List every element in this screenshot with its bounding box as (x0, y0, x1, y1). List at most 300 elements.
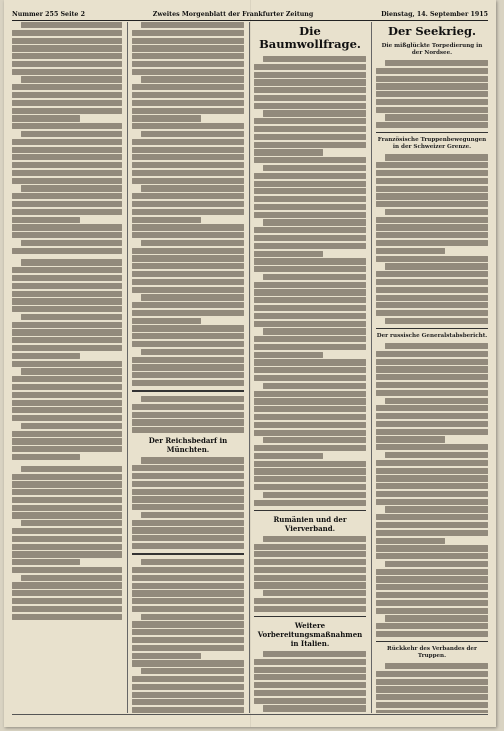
text-line (132, 504, 244, 510)
text-line (254, 551, 366, 557)
text-line (12, 590, 122, 596)
text-line (254, 196, 366, 202)
text-line (132, 598, 244, 604)
text-line (254, 544, 366, 550)
text-line (12, 322, 122, 328)
text-line (132, 372, 244, 378)
text-line (254, 375, 366, 381)
text-line (254, 500, 366, 506)
text-line (132, 170, 244, 176)
text-line (376, 351, 488, 357)
text-line (12, 582, 122, 588)
text-line (254, 282, 366, 288)
column-rule (371, 22, 372, 713)
text-line (141, 76, 244, 82)
text-line (254, 674, 366, 680)
text-line (21, 259, 122, 265)
section-rule (376, 328, 488, 329)
text-line (376, 569, 488, 575)
text-line (376, 217, 488, 223)
text-line (254, 95, 366, 101)
section-rule (254, 616, 366, 617)
text-line (376, 91, 488, 97)
text-line (376, 553, 488, 559)
text-line (132, 606, 244, 612)
text-line (12, 559, 80, 565)
text-line (376, 287, 488, 293)
text-line (12, 53, 122, 59)
text-line (132, 154, 244, 160)
section-heading: Die mißglückte Torpedierung in der Nordsee. (381, 43, 483, 56)
text-line (141, 457, 244, 463)
text-line (132, 621, 244, 627)
header-masthead: Zweites Morgenblatt der Frankfurter Zeitung (152, 11, 314, 18)
newspaper-page (4, 0, 496, 727)
text-line (21, 575, 122, 581)
text-line (254, 344, 366, 350)
text-line (263, 536, 366, 542)
text-line (376, 460, 488, 466)
text-line (254, 118, 366, 124)
text-line (254, 251, 323, 257)
text-line (385, 318, 488, 324)
text-line (132, 333, 244, 339)
text-line (254, 468, 366, 474)
text-line (376, 405, 488, 411)
text-line (12, 298, 122, 304)
text-line (12, 283, 122, 289)
page-footer-rule (12, 714, 488, 723)
text-line (254, 414, 366, 420)
text-line (12, 123, 122, 129)
text-line (376, 302, 488, 308)
text-line (376, 271, 488, 277)
text-line (141, 512, 244, 518)
text-line (254, 484, 366, 490)
text-line (141, 349, 244, 355)
text-line (132, 84, 244, 90)
column-2 (132, 22, 244, 713)
text-line (376, 256, 488, 262)
text-line (12, 193, 122, 199)
text-line (376, 248, 445, 254)
text-line (385, 154, 488, 160)
section-heading: Der russische Generalstabsbericht. (376, 333, 488, 340)
text-line (132, 419, 244, 425)
text-line (376, 421, 488, 427)
section-rule (376, 132, 488, 133)
text-line (12, 407, 122, 413)
text-line (376, 76, 488, 82)
text-line (254, 134, 366, 140)
text-line (12, 567, 122, 573)
text-line (385, 398, 488, 404)
text-line (132, 341, 244, 347)
text-line (12, 139, 122, 145)
text-line (376, 686, 488, 692)
text-line (12, 438, 122, 444)
text-line (263, 56, 366, 62)
text-line (141, 240, 244, 246)
header-date: Dienstag, 14. September 1915 (381, 11, 488, 18)
text-line (141, 22, 244, 28)
text-line (12, 431, 122, 437)
text-line (254, 391, 366, 397)
text-line (376, 390, 488, 396)
text-line (254, 72, 366, 78)
text-line (132, 489, 244, 495)
text-line (132, 248, 244, 254)
text-line (376, 99, 488, 105)
text-line (141, 559, 244, 565)
text-line (132, 325, 244, 331)
text-line (132, 629, 244, 635)
text-line (254, 559, 366, 565)
text-line (376, 514, 488, 520)
text-line (141, 294, 244, 300)
text-line (376, 201, 488, 207)
text-line (132, 684, 244, 690)
text-line (376, 608, 488, 614)
text-line (376, 522, 488, 528)
text-line (254, 476, 366, 482)
text-line (254, 157, 366, 163)
text-line (12, 201, 122, 207)
text-line (132, 279, 244, 285)
article-headline: Der Seekrieg. (387, 24, 477, 38)
text-line (21, 423, 122, 429)
text-line (132, 224, 244, 230)
text-line (21, 466, 122, 472)
text-line (376, 491, 488, 497)
text-line (376, 530, 488, 536)
text-line (254, 305, 366, 311)
text-line (132, 520, 244, 526)
text-line (254, 321, 366, 327)
text-line (12, 446, 122, 452)
text-line (254, 367, 366, 373)
text-line (376, 671, 488, 677)
text-line (254, 235, 366, 241)
text-line (376, 631, 488, 637)
text-line (254, 173, 366, 179)
text-line (254, 659, 366, 665)
text-line (132, 30, 244, 36)
text-line (132, 707, 244, 713)
text-line (254, 297, 366, 303)
text-line (132, 302, 244, 308)
text-line (132, 575, 244, 581)
text-line (12, 232, 122, 238)
text-line (132, 162, 244, 168)
text-line (12, 505, 122, 511)
text-line (254, 258, 366, 264)
text-line (254, 667, 366, 673)
text-line (254, 336, 366, 342)
text-line (376, 107, 488, 113)
text-line (376, 584, 488, 590)
text-line (254, 690, 366, 696)
text-line (263, 274, 366, 280)
text-line (12, 536, 122, 542)
text-line (12, 454, 80, 460)
text-line (376, 279, 488, 285)
text-line (12, 178, 122, 184)
text-line (376, 444, 488, 450)
text-line (132, 201, 244, 207)
section-heading: Der Reichsbedarf in Münchten. (148, 436, 228, 455)
text-line (21, 185, 122, 191)
text-line (132, 412, 244, 418)
text-line (376, 468, 488, 474)
text-line (263, 590, 366, 596)
text-line (132, 653, 201, 659)
text-line (132, 364, 244, 370)
text-line (132, 45, 244, 51)
text-line (254, 575, 366, 581)
text-line (376, 499, 488, 505)
text-line (254, 430, 366, 436)
text-line (132, 263, 244, 269)
text-line (263, 705, 366, 711)
text-line (132, 310, 244, 316)
text-line (376, 702, 488, 708)
text-line (263, 219, 366, 225)
text-line (376, 545, 488, 551)
text-line (12, 108, 122, 114)
text-line (132, 69, 244, 75)
text-line (132, 232, 244, 238)
text-line (254, 682, 366, 688)
text-line (132, 590, 244, 596)
text-line (376, 694, 488, 700)
text-line (132, 645, 244, 651)
text-line (263, 492, 366, 498)
text-line (21, 520, 122, 526)
text-line (132, 481, 244, 487)
text-line (141, 614, 244, 620)
text-line (132, 527, 244, 533)
section-heading: Rückkehr des Verbandes der Truppen. (387, 646, 477, 660)
text-line (141, 131, 244, 137)
text-line (254, 204, 366, 210)
text-line (254, 79, 366, 85)
text-line (132, 108, 244, 114)
text-line (132, 287, 244, 293)
text-line (254, 266, 366, 272)
text-line (12, 415, 122, 421)
text-line (376, 576, 488, 582)
text-line (376, 710, 488, 713)
text-line (376, 232, 488, 238)
text-line (385, 114, 488, 120)
text-line (385, 452, 488, 458)
text-line (12, 147, 122, 153)
text-line (254, 445, 366, 451)
text-line (132, 567, 244, 573)
column-rule (127, 22, 128, 713)
text-line (254, 461, 366, 467)
text-line (385, 615, 488, 621)
text-line (254, 398, 366, 404)
text-line (254, 352, 323, 358)
text-line (132, 178, 244, 184)
text-line (254, 313, 366, 319)
text-line (12, 38, 122, 44)
text-line (254, 698, 366, 704)
text-line (141, 668, 244, 674)
text-line (141, 396, 244, 402)
text-line (12, 329, 122, 335)
text-line (12, 92, 122, 98)
text-line (254, 289, 366, 295)
text-line (376, 623, 488, 629)
text-line (132, 209, 244, 215)
section-heading: Weitere Vorbereitungsmaßnahmen in Italien. (257, 620, 363, 648)
text-line (254, 149, 323, 155)
text-line (12, 392, 122, 398)
text-line (12, 400, 122, 406)
section-rule (132, 390, 244, 392)
text-line (263, 383, 366, 389)
column-4 (376, 22, 488, 713)
text-line (12, 384, 122, 390)
text-line (376, 122, 488, 128)
text-line (12, 224, 122, 230)
text-line (254, 598, 366, 604)
text-line (254, 422, 366, 428)
text-line (376, 295, 488, 301)
text-line (12, 209, 122, 215)
text-line (376, 224, 488, 230)
text-line (376, 359, 488, 365)
text-line (141, 185, 244, 191)
text-line (376, 382, 488, 388)
text-line (132, 637, 244, 643)
text-line (132, 676, 244, 682)
text-line (12, 376, 122, 382)
text-line (12, 606, 122, 612)
column-rule (249, 22, 250, 713)
text-line (12, 306, 122, 312)
text-line (263, 110, 366, 116)
text-line (132, 100, 244, 106)
text-line (132, 255, 244, 261)
text-line (254, 567, 366, 573)
text-line (376, 538, 445, 544)
text-line (376, 310, 488, 316)
text-line (376, 429, 488, 435)
text-line (132, 271, 244, 277)
text-line (376, 483, 488, 489)
text-line (12, 217, 80, 223)
text-line (12, 353, 80, 359)
text-line (12, 291, 122, 297)
section-heading: Rumänien und der Vierverband. (273, 514, 347, 533)
text-line (376, 193, 488, 199)
text-line (385, 663, 488, 669)
text-line (376, 374, 488, 380)
text-line (12, 544, 122, 550)
header-page-number: Nummer 255 Seite 2 (12, 11, 85, 18)
text-line (132, 318, 201, 324)
text-line (376, 178, 488, 184)
text-line (376, 170, 488, 176)
section-heading: Französische Truppenbewegungen in der Schweizer Grenze. (377, 137, 487, 151)
text-line (376, 679, 488, 685)
text-line (376, 475, 488, 481)
text-line (254, 212, 366, 218)
text-line (263, 328, 366, 334)
text-line (254, 606, 366, 612)
text-line (12, 45, 122, 51)
text-line (132, 92, 244, 98)
text-line (132, 543, 244, 549)
text-line (385, 209, 488, 215)
text-line (21, 240, 122, 246)
text-line (263, 651, 366, 657)
text-line (132, 583, 244, 589)
text-line (12, 345, 122, 351)
text-line (263, 437, 366, 443)
text-line (376, 68, 488, 74)
text-line (132, 427, 244, 433)
text-line (12, 61, 122, 67)
article-headline: Die Baumwollfrage. (259, 24, 361, 51)
text-line (376, 162, 488, 168)
text-line (12, 361, 122, 367)
text-line (12, 248, 122, 254)
text-line (21, 368, 122, 374)
text-line (132, 357, 244, 363)
page-fold (250, 0, 251, 727)
text-line (132, 38, 244, 44)
text-line (132, 193, 244, 199)
text-line (254, 87, 366, 93)
text-line (132, 660, 244, 666)
text-line (263, 165, 366, 171)
text-line (12, 489, 122, 495)
text-line (132, 380, 244, 386)
text-line (132, 115, 201, 121)
text-line (254, 142, 366, 148)
text-line (132, 404, 244, 410)
text-line (132, 465, 244, 471)
text-line (21, 314, 122, 320)
text-line (254, 227, 366, 233)
text-line (12, 84, 122, 90)
text-line (376, 83, 488, 89)
text-line (254, 181, 366, 187)
text-line (376, 436, 445, 442)
section-rule (376, 641, 488, 642)
text-line (132, 535, 244, 541)
text-line (21, 76, 122, 82)
text-line (12, 337, 122, 343)
text-line (12, 100, 122, 106)
text-line (12, 497, 122, 503)
text-line (132, 217, 201, 223)
column-1 (12, 22, 122, 713)
text-line (254, 126, 366, 132)
text-line (12, 69, 122, 75)
text-line (254, 188, 366, 194)
text-line (12, 30, 122, 36)
text-line (21, 22, 122, 28)
section-rule (132, 553, 244, 555)
text-line (385, 506, 488, 512)
text-line (132, 139, 244, 145)
